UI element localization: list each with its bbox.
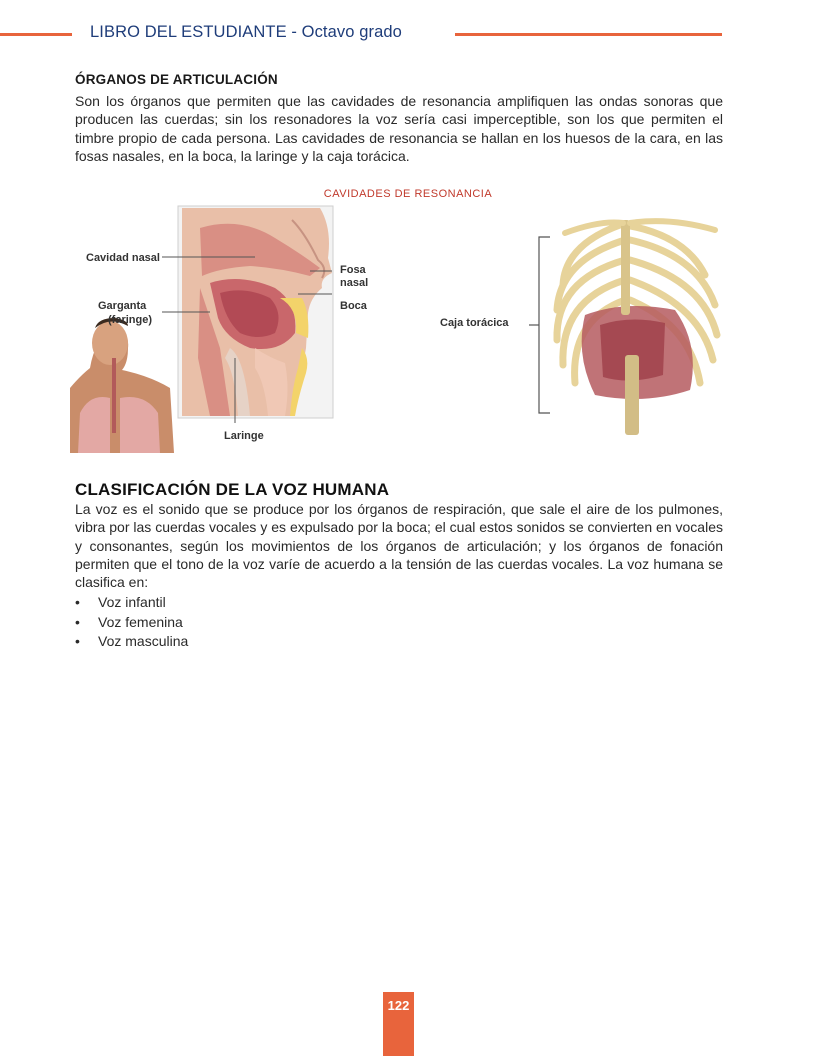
rib-cage-illustration (435, 205, 735, 440)
page-number: 122 (387, 998, 410, 1013)
label-boca: Boca (340, 300, 367, 312)
label-caja-toracica: Caja torácica (440, 317, 509, 329)
label-fosa: Fosa (340, 264, 366, 276)
section-heading-clasificacion: CLASIFICACIÓN DE LA VOZ HUMANA (75, 480, 390, 499)
header-rule-left (0, 33, 72, 36)
header-title: LIBRO DEL ESTUDIANTE - Octavo grado (90, 23, 402, 41)
paragraph-clasificacion: La voz es el sonido que se produce por los órganos de respiración, que sale el aire de los pulmones, vibra por las cuerdas vocales y es expulsado por la boca; el cual estos sonidos se convierten en vocales y consonantes, según los movimientos de los órganos de articulación; y los órganos de fonación permiten que el tono de la voz varíe de acuerdo a la tensión de las cuerdas vocales. La voz humana se clasifica en: (75, 501, 723, 591)
label-nasal: nasal (340, 277, 369, 289)
section-heading-organos: ÓRGANOS DE ARTICULACIÓN (75, 72, 278, 87)
label-garganta: Garganta (98, 300, 147, 312)
voice-types-list (75, 593, 188, 652)
header-rule-right (455, 33, 722, 36)
paragraph-organos: Son los órganos que permiten que las cavidades de resonancia amplifiquen las ondas sonoras que producen las cuerdas; sin los resonadores la voz sería casi imperceptible, son los que permiten el timbre propio de cada persona. Las cavidades de resonancia se hallan en los huesos de la cara, en las fosas nasales, en la boca, la laringe y la caja torácica. (75, 93, 723, 164)
label-laringe: Laringe (224, 430, 264, 442)
page-number-tab (383, 992, 414, 1056)
list-item: • Voz masculina (75, 632, 188, 652)
head-cross-section-illustration (70, 198, 370, 453)
list-item: • Voz infantil (75, 593, 188, 613)
list-item: • Voz femenina (75, 613, 188, 633)
label-cavidad-nasal: Cavidad nasal (86, 252, 160, 264)
label-faringe: (faringe) (108, 314, 152, 326)
figure-caption: CAVIDADES DE RESONANCIA (323, 188, 493, 200)
